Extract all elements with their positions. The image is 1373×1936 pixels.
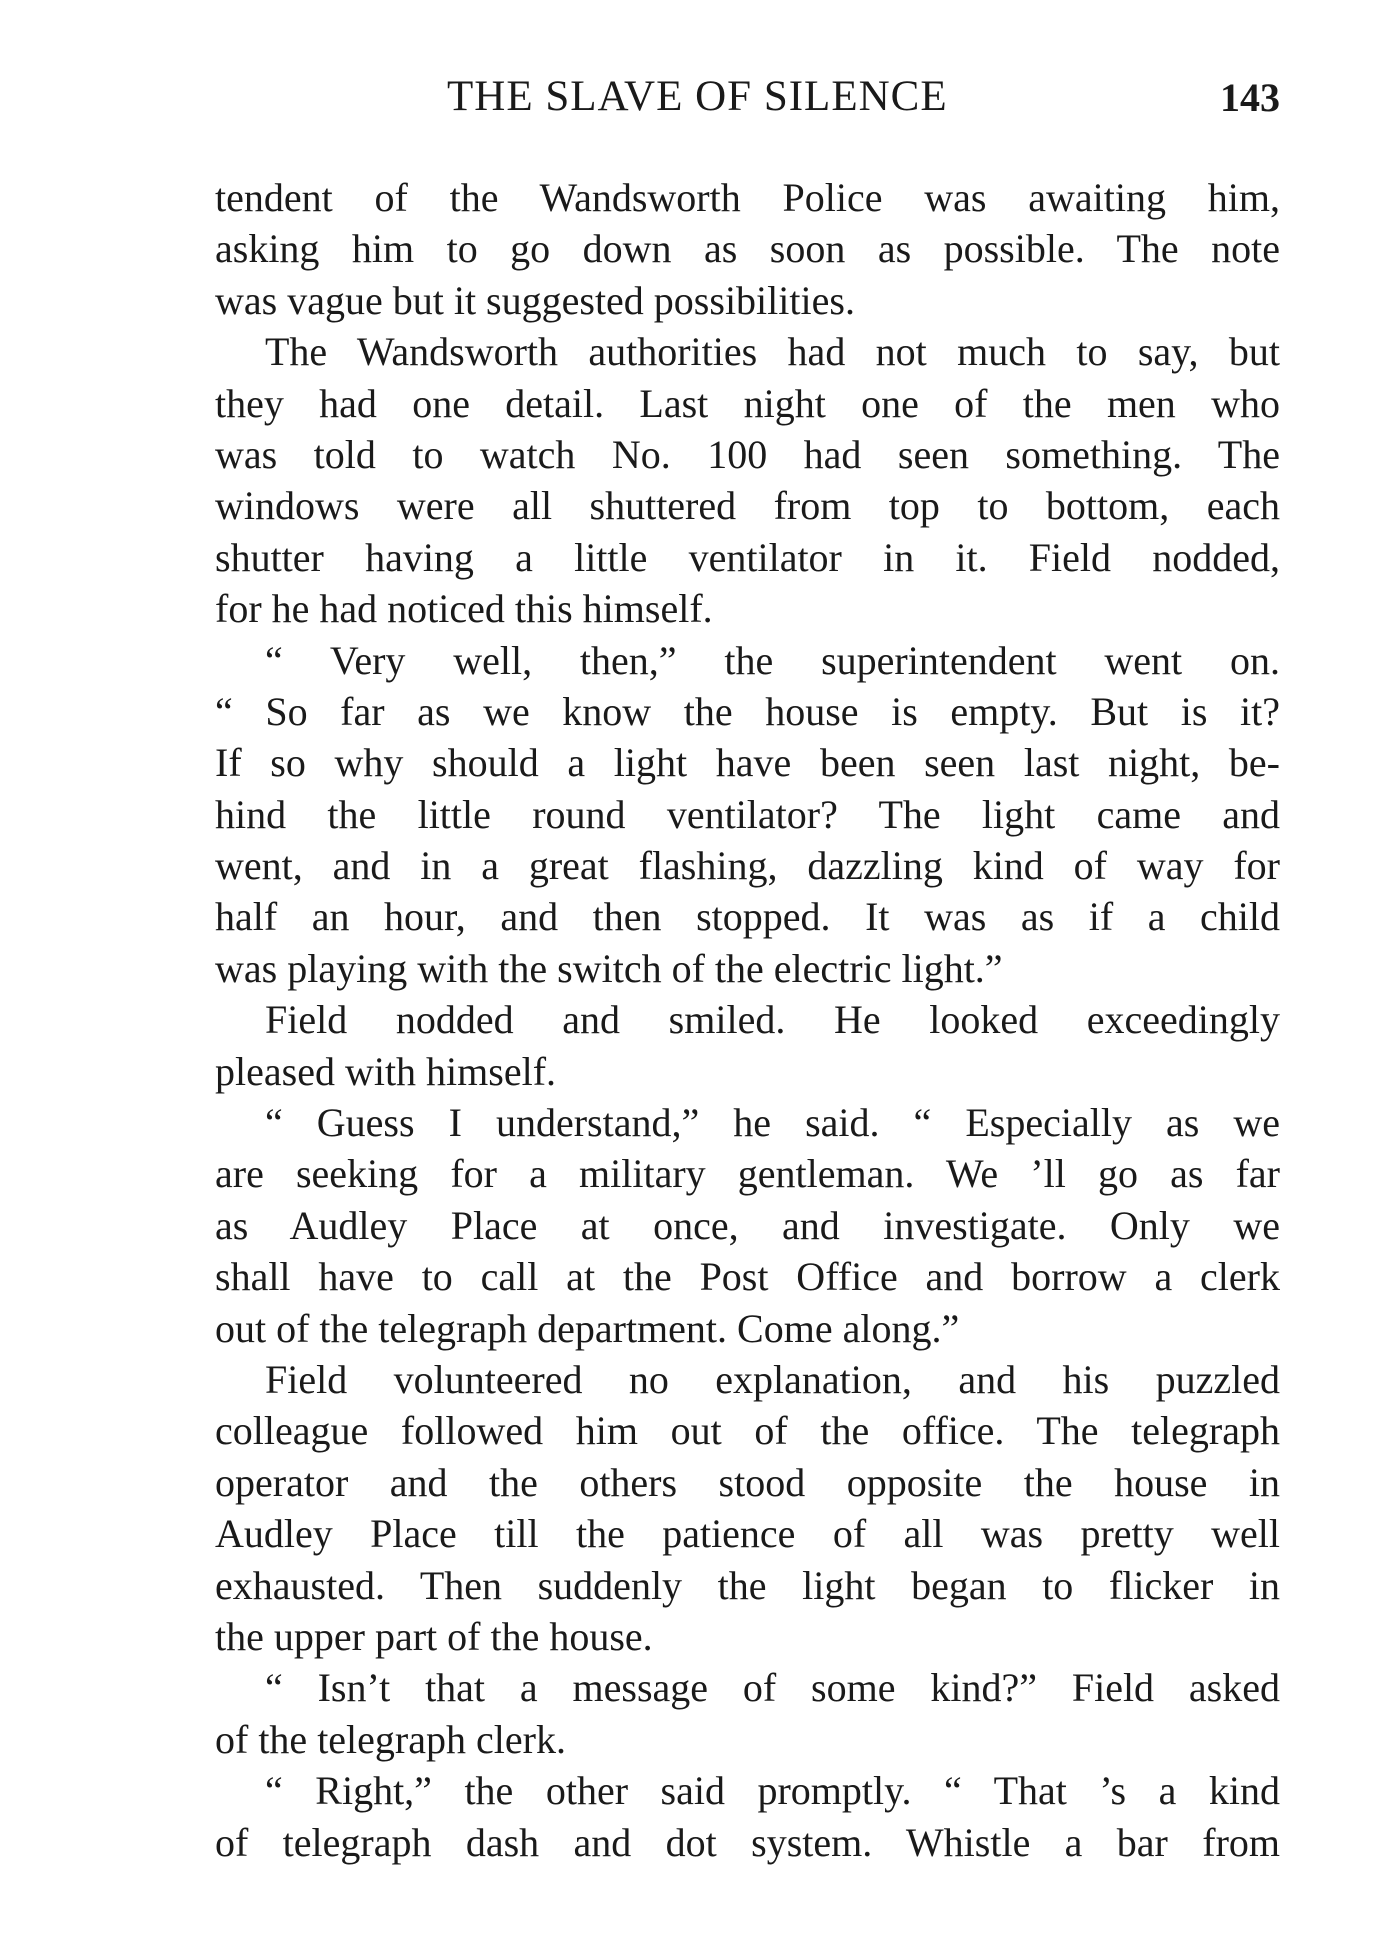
text-line: windows were all shuttered from top to bottom, each — [215, 483, 1280, 529]
text-line: shutter having a little ventilator in it. Field nodded, — [215, 534, 1280, 580]
text-line: Field volunteered no explanation, and his puzzled — [265, 1356, 1280, 1402]
text-line: as Audley Place at once, and investigate. Only we — [215, 1202, 1280, 1248]
text-line: of telegraph dash and dot system. Whistle a bar from — [215, 1819, 1280, 1865]
text-line: for he had noticed this himself. — [215, 586, 713, 632]
text-line: was vague but it suggested possibilities. — [215, 277, 855, 323]
text-line: colleague followed him out of the office. The telegraph — [215, 1408, 1280, 1454]
text-line: “ Very well, then,” the superintendent went on. — [265, 637, 1280, 683]
text-line: “ Guess I understand,” he said. “ Especially as we — [265, 1100, 1280, 1146]
text-line: went, and in a great flashing, dazzling kind of way for — [215, 843, 1280, 889]
running-head — [215, 72, 1280, 132]
text-line: hind the little round ventilator? The light came and — [215, 791, 1280, 837]
text-line: of the telegraph clerk. — [215, 1716, 566, 1762]
text-line: “ Right,” the other said promptly. “ That ’s a kind — [265, 1768, 1280, 1814]
text-line: “ So far as we know the house is empty. But is it? — [215, 688, 1280, 734]
text-line: shall have to call at the Post Office and borrow a clerk — [215, 1254, 1280, 1300]
text-line: Field nodded and smiled. He looked exceedingly — [265, 997, 1280, 1043]
running-title: THE SLAVE OF SILENCE — [447, 73, 948, 120]
text-line: the upper part of the house. — [215, 1613, 653, 1659]
text-line: exhausted. Then suddenly the light began to flicker in — [215, 1562, 1280, 1608]
page-number: 143 — [1220, 75, 1280, 120]
text-line: operator and the others stood opposite the house in — [215, 1459, 1280, 1505]
text-line: “ Isn’t that a message of some kind?” Field asked — [265, 1665, 1280, 1711]
text-line: they had one detail. Last night one of the men who — [215, 380, 1280, 426]
text-line: was told to watch No. 100 had seen something. The — [215, 431, 1280, 477]
text-line: The Wandsworth authorities had not much to say, but — [265, 329, 1280, 375]
text-line: out of the telegraph department. Come along.” — [215, 1305, 960, 1351]
text-line: half an hour, and then stopped. It was as if a child — [215, 894, 1280, 940]
text-line: was playing with the switch of the electric light.” — [215, 945, 1003, 991]
text-line: Audley Place till the patience of all was pretty well — [215, 1511, 1280, 1557]
text-line: tendent of the Wandsworth Police was awaiting him, — [215, 175, 1280, 220]
text-line: If so why should a light have been seen last night, be- — [215, 740, 1280, 786]
text-line: asking him to go down as soon as possible. The note — [215, 226, 1280, 272]
text-line: are seeking for a military gentleman. We ’ll go as far — [215, 1151, 1280, 1197]
body-text — [215, 172, 1280, 1868]
text-line: pleased with himself. — [215, 1048, 557, 1094]
